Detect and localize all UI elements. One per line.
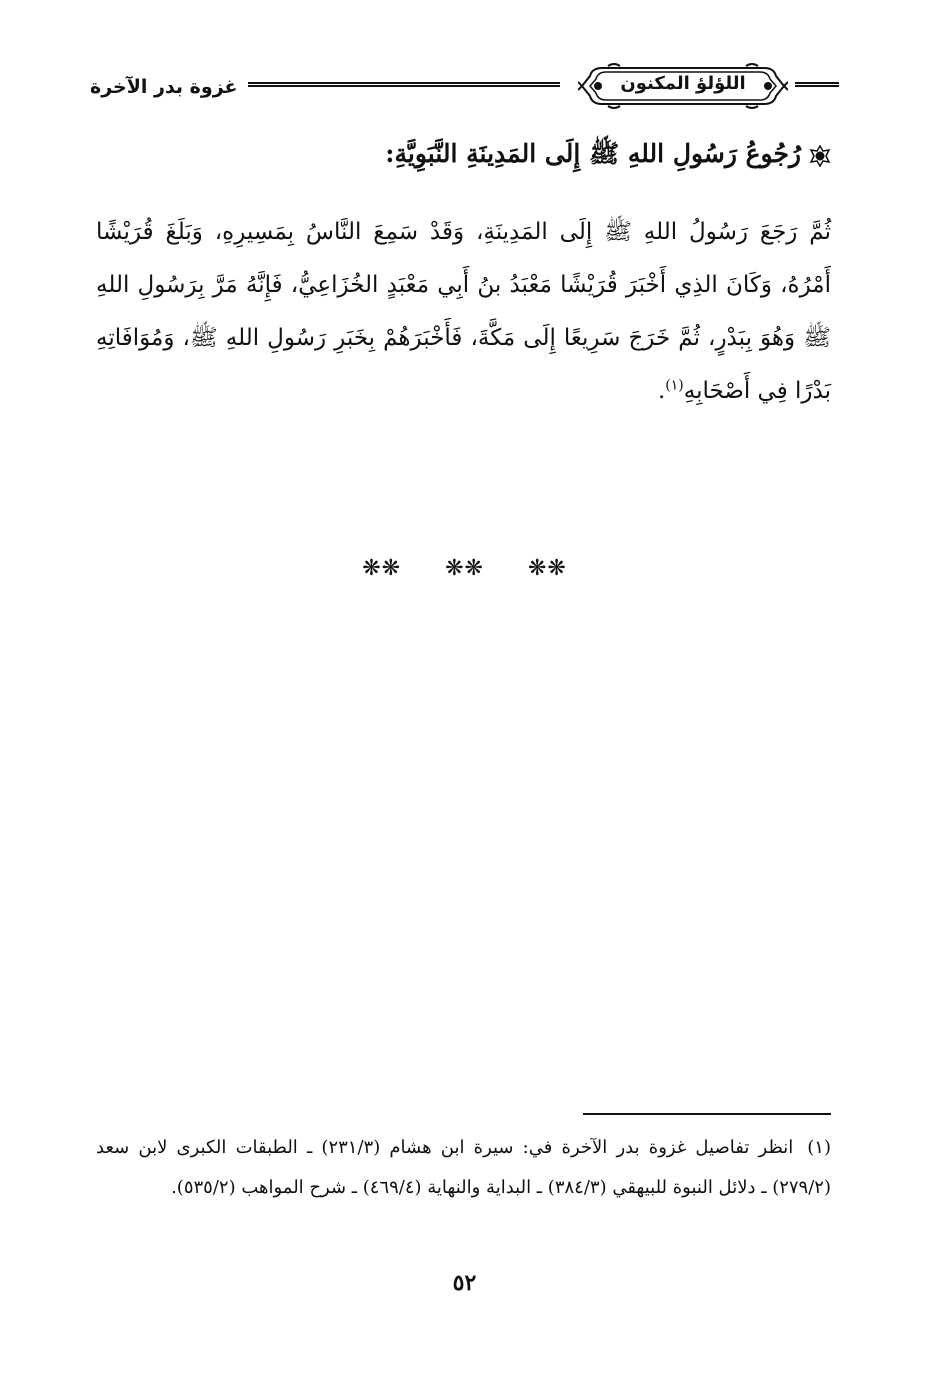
page-number: ٥٢ xyxy=(452,1270,477,1296)
separator-stars: ❋❋ xyxy=(362,556,402,581)
section-heading xyxy=(98,138,831,175)
running-header xyxy=(90,62,839,112)
section-separator xyxy=(0,556,929,581)
chapter-title: غزوة بدر الآخرة xyxy=(90,76,238,98)
header-rule-right xyxy=(795,82,839,87)
paragraph-end: . xyxy=(657,378,666,404)
book-title-cartouche xyxy=(578,62,788,110)
separator-stars: ❋❋ xyxy=(527,556,567,581)
footnote-reference: (١) xyxy=(665,377,684,394)
footnote-number: (١) xyxy=(807,1137,831,1158)
footnote-text: انظر تفاصيل غزوة بدر الآخرة في: سيرة ابن هشام (٢٣١/٣) ـ الطبقات الكبرى لابن سعد (٢٧٩/٢) ـ دلائل النبوة للبيهقي (٣٨٤/٣) ـ البداية والنهاية (٤٦٩/٤) ـ شرح المواهب (٥٣٥/٢). xyxy=(96,1137,831,1198)
separator-stars: ❋❋ xyxy=(445,556,484,581)
header-rule-left xyxy=(248,82,560,87)
footnote-rule xyxy=(583,1113,831,1115)
body-paragraph xyxy=(96,206,831,418)
footnote xyxy=(96,1128,831,1208)
paragraph-text: ثُمَّ رَجَعَ رَسُولُ اللهِ ﷺ إِلَى المَدِينَةِ، وَقَدْ سَمِعَ النَّاسُ بِمَسِيرِهِ، وَبَلَغَ قُرَيْشًا أَمْرُهُ، وَكَانَ الذِي أَخْبَرَ قُرَيْشًا مَعْبَدُ بنُ أَبِي مَعْبَدٍ الخُزَاعِيُّ، فَإِنَّهُ مَرَّ بِرَسُولِ اللهِ ﷺ وَهُوَ بِبَدْرٍ، ثُمَّ خَرَجَ سَرِيعًا إِلَى مَكَّةَ، فَأَخْبَرَهُمْ بِخَبَرِ رَسُولِ اللهِ ﷺ، وَمُوَافَاتِهِ بَدْرًا فِي أَصْحَابِهِ xyxy=(96,219,831,404)
section-heading-text: رُجُوعُ رَسُولِ اللهِ ﷺ إِلَى المَدِينَةِ النَّبَوِيَّةِ: xyxy=(385,139,801,168)
ornament-bullet-icon xyxy=(809,145,831,167)
book-title: اللؤلؤ المكنون xyxy=(620,73,746,94)
